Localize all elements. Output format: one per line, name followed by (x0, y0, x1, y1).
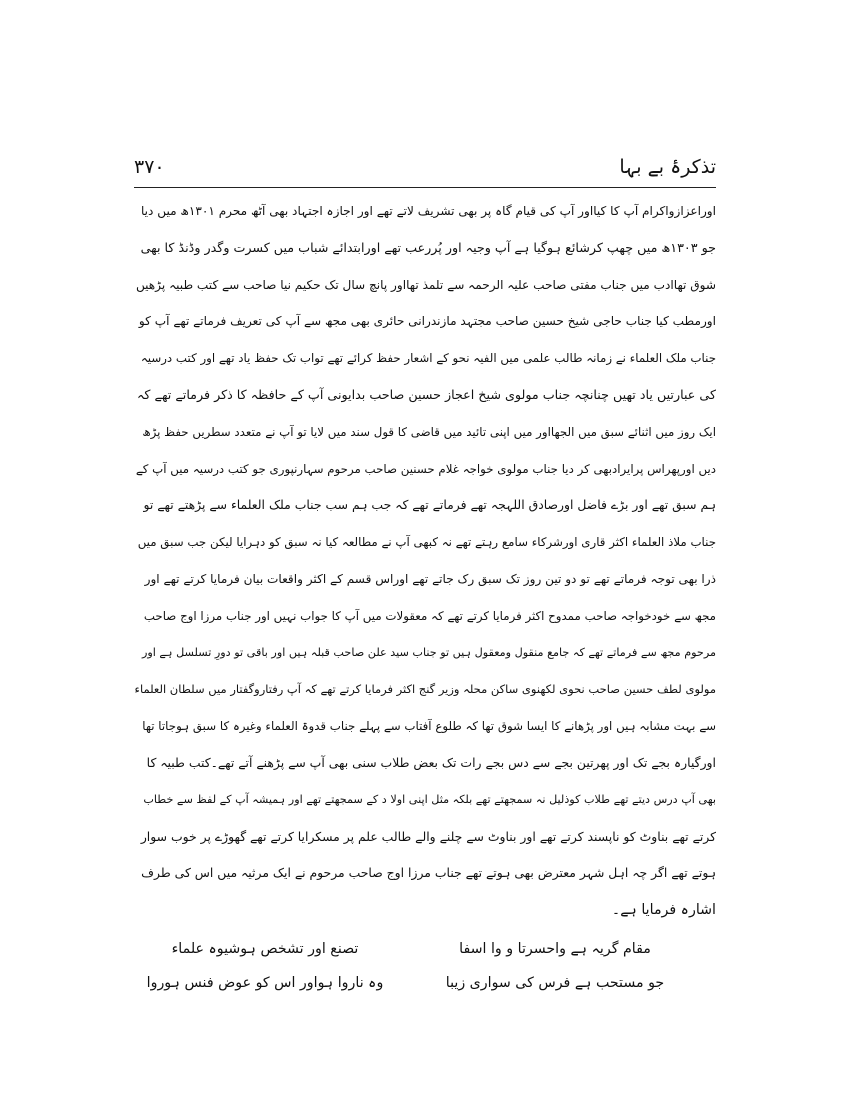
text-line: کرتے تھے بناوٹ کو ناپسند کرتے تھے اور بناوٹ سے چلنے والے طالب علم پر مسکرایا کرتے تھے گھوڑے پر خوب سوار (140, 828, 716, 844)
book-title: تذکرۂ بے بہا (619, 156, 716, 178)
text-line: شوق تھاادب میں جناب مفتی صاحب علیہ الرحمہ سے تلمذ تھااور پانچ سال تک حکیم نیا صاحب سے کتب طبیہ پڑھیں (135, 277, 716, 292)
text-line: کی عبارتیں یاد تھیں چنانچہ جناب مولوی شیخ اعجاز حسین صاحب بدایونی آپ کے حافظہ کا ذکر فرماتے تھے کہ (137, 386, 716, 402)
running-header (134, 150, 716, 184)
text-line: سے بہت مشابہ ہیں اور پڑھانے کا ایسا شوق تھا کہ طلوع آفتاب سے پہلے جناب قدوۃ العلماء وغیرہ کا سبق ہوجاتا تھا (142, 719, 716, 734)
header-rule (134, 187, 716, 188)
text-line: جناب ملاذ العلماء اکثر قاری اورشرکاء سامع رہتے تھے نہ کبھی آپ نے مطالعہ کیا نہ سبق کو دہرایا لیکن جب سبق میں (137, 535, 716, 550)
verse-first-hemistich: جو مستحب ہے فرس کی سواری زیبا (445, 975, 665, 991)
verse-couplet (140, 931, 680, 967)
text-line: بھی آپ درس دیتے تھے طلاب کوذلیل نہ سمجھتے تھے بلکہ مثل اپنی اولا د کے سمجھتے تھے اور ہمیشہ آپ کے لفظ سے خطاب (143, 792, 716, 806)
text-line: ایک روز میں اثنائے سبق میں الجھااور میں اپنی تائید میں قاضی کا قول سند میں لایا تو آپ نے متعدد سطریں حفظ پڑھ (142, 424, 716, 439)
text-line: جناب ملک العلماء نے زمانہ طالب علمی میں الفیہ نحو کے اشعار حفظ کرائے تھے تواب تک حفظ یاد تھے اور کتب درسیہ (140, 351, 716, 366)
text-line: مجھ سے خودخواجہ صاحب ممدوح اکثر فرمایا کرتے تھے کہ معقولات میں آپ کا جواب نہیں اور جناب مرزا اوج صاحب (143, 608, 716, 623)
text-line: ہوتے تھے اگر چہ اہل شہر معترض بھی ہوتے تھے جناب مرزا اوج صاحب مرحوم نے ایک مرثیہ میں اس کی طرف (141, 865, 716, 881)
text-line: اورگیارہ بجے تک اور پھرتین بجے سے دس بجے رات تک بعض طلاب سنی بھی آپ سے پڑھنے آتے تھے۔کتب طبیہ کا (146, 754, 716, 770)
verse-second-hemistich: وہ ناروا ہواور اس کو عوض فنس ہوروا (146, 975, 384, 991)
verse-couplet (140, 965, 680, 1001)
verse-second-hemistich: تصنع اور تشخص ہوشیوہ علماء (171, 941, 359, 957)
text-line: ذرا بھی توجہ فرماتے تھے تو دو تین روز تک سبق رک جاتے تھے اوراس قسم کے اکثر واقعات بیان فرمایا کرتے تھے اور (144, 571, 716, 586)
text-line: اورمطب کیا جناب حاجی شیخ حسین صاحب مجتہد مازندرانی حائری بھی مجھ سے آپ کی تعریف فرماتے تھے آپ کو (138, 314, 716, 329)
text-line: مرحوم مجھ سے فرماتے تھے کہ جامع منقول ومعقول ہیں تو جناب سید علن صاحب قبلہ ہیں اور باقی تو دورِ تسلسل ہے اور (141, 645, 716, 659)
verse-first-hemistich: مقام گریہ ہے واحسرتا و وا اسفا (459, 941, 651, 957)
prose-body (134, 193, 716, 929)
page-number: ۳۷۰ (134, 156, 165, 178)
text-line: مولوی لطف حسین صاحب نحوی لکھنوی ساکن محلہ وزیر گنج اکثر فرمایا کرتے تھے کہ آپ رفتاروگفتار میں سلطان العلماء (134, 682, 716, 697)
text-line: دیں اورپھراس پرایرادبھی کر دیا جناب مولوی خواجہ غلام حسنین صاحب مرحوم سہارنپوری جو کتب درسیہ میں آپ کے (135, 461, 716, 476)
text-line: ہم سبق تھے اور بڑے فاضل اورصادق اللہجہ تھے فرماتے تھے کہ جب ہم سب جناب ملک العلماء سے پڑھتے تھے تو (143, 497, 716, 513)
text-line: اوراعزازواکرام آپ کا کیااور آپ کی قیام گاہ پر بھی تشریف لاتے تھے اور اجازہ اجتہاد بھی آٹھ محرم ۱۳۰۱ھ میں دیا (140, 204, 716, 218)
text-line: اشارہ فرمایا ہے۔ (611, 902, 716, 919)
text-line: جو ۱۳۰۳ھ میں چھپ کرشائع ہوگیا ہے آپ وجیہ اور پُررعب تھے اورابتدائے شباب میں کسرت وگدر وڈنڈ کا بھی (140, 239, 716, 255)
